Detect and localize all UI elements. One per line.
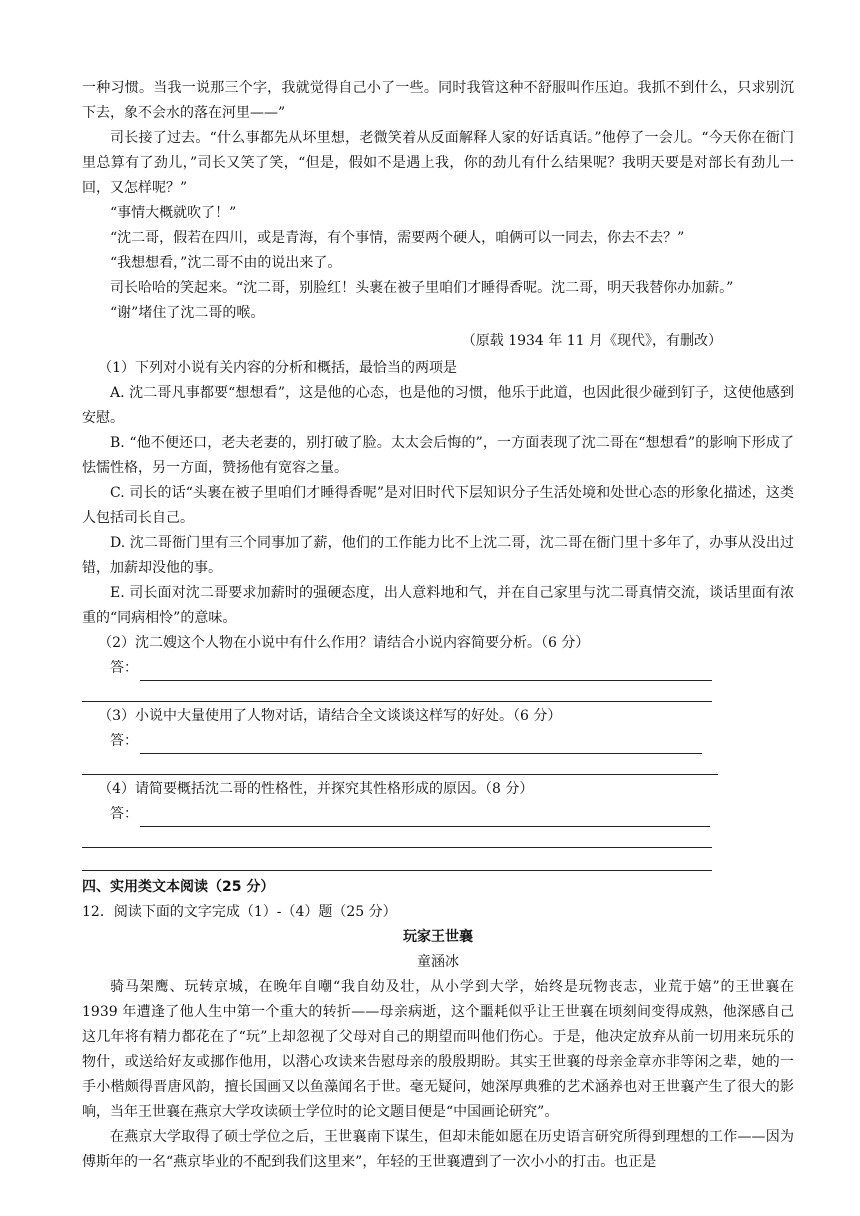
question-2-stem: （2）沈二嫂这个人物在小说中有什么作用？请结合小说内容简要分析。（6 分）: [98, 635, 590, 651]
story-paragraph: 一种习惯。当我一说那三个字，我就觉得自己小了一些。同时我管这种不舒服叫作压迫。我抓不到什么，只求别沉下去，象不会水的落在河里——”: [82, 80, 794, 121]
question-1-option-b: B. “他不便还口，老夫老妻的，别打破了脸。太太会后悔的”，一方面表现了沈二哥在“想想看”的影响下形成了怯懦性格，另一方面，赞扬他有宽容之量。: [82, 435, 794, 476]
question-1-option-c: C. 司长的话“头裹在被子里咱们才睡得香呢”是对旧时代下层知识分子生活处境和处世心态的形象化描述，这类人包括司长自己。: [82, 485, 794, 526]
answer-label: 答：: [110, 733, 138, 749]
story-paragraph: 司长哈哈的笑起来。“沈二哥，别脸红！头裹在被子里咱们才睡得香呢。沈二哥，明天我替你办加薪。”: [110, 280, 734, 296]
answer-line[interactable]: [82, 827, 712, 848]
article-title: 玩家王世襄: [403, 929, 473, 945]
answer-line[interactable]: [82, 681, 712, 702]
article-author: 童涵冰: [417, 954, 459, 970]
question-1-option-a: A. 沈二哥凡事都要“想想看”，这是他的心态，也是他的习惯，他乐于此道，也因此很少碰到钉子，这使他感到安慰。: [82, 385, 794, 426]
section-4-title: 四、实用类文本阅读（25 分）: [82, 879, 275, 895]
story-paragraph: “我想想看，”沈二哥不由的说出来了。: [110, 255, 342, 271]
question-4-answer-row: [82, 803, 794, 827]
question-1-stem: （1）下列对小说有关内容的分析和概括，最恰当的两项是: [98, 360, 457, 376]
question-1-option-d: D. 沈二哥衙门里有三个同事加了薪，他们的工作能力比不上沈二哥，沈二哥在衙门里十多年了，办事从没出过错，加薪却没他的事。: [82, 535, 794, 576]
answer-label: 答：: [110, 660, 138, 676]
answer-line[interactable]: [140, 812, 710, 827]
question-12-stem: 12．阅读下面的文字完成（1）-（4）题（25 分）: [82, 904, 397, 920]
question-1-option-e: E. 司长面对沈二哥要求加薪时的强硬态度，出人意料地和气，并在自己家里与沈二哥真情交流，谈话里面有浓重的“同病相怜”的意味。: [82, 585, 794, 626]
exam-page: [82, 76, 794, 1175]
story-paragraph: “沈二哥，假若在四川，或是青海，有个事情，需要两个硬人，咱俩可以一同去，你去不去？”: [110, 230, 685, 246]
question-3-answer-row: [82, 730, 794, 754]
article-paragraph: 在燕京大学取得了硕士学位之后，王世襄南下谋生，但却未能如愿在历史语言研究所得到理想的工作——因为傅斯年的一名“燕京毕业的不配到我们这里来”，年轻的王世襄遭到了一次小小的打击。也正是: [82, 1129, 794, 1170]
answer-line[interactable]: [82, 850, 712, 871]
question-3-stem: （3）小说中大量使用了人物对话，请结合全文谈谈这样写的好处。（6 分）: [98, 708, 562, 724]
story-paragraph: 司长接了过去。“什么事都先从坏里想，老微笑着从反面解释人家的好话真话。”他停了一会儿。“今天你在衙门里总算有了劲儿，”司长又笑了笑，“但是，假如不是遇上我，你的劲儿有什么结果呢？我明天要是对部长有劲儿一回，又怎样呢？”: [82, 130, 794, 196]
answer-line[interactable]: [82, 754, 718, 775]
story-paragraph: “事情大概就吹了！”: [110, 205, 237, 221]
answer-line[interactable]: [140, 739, 702, 754]
question-2-answer-row: [82, 657, 794, 681]
answer-label: 答：: [110, 806, 138, 822]
story-paragraph: “谢”堵住了沈二哥的喉。: [110, 305, 265, 321]
answer-line[interactable]: [140, 666, 712, 681]
question-4-stem: （4）请简要概括沈二哥的性格性，并探究其性格形成的原因。（8 分）: [98, 781, 534, 797]
story-source: （原载 1934 年 11 月《现代》，有删改）: [461, 333, 722, 349]
article-paragraph: 骑马架鹰、玩转京城，在晚年自嘲“我自幼及壮，从小学到大学，始终是玩物丧志，业荒于嬉”的王世襄在 1939 年遭逢了他人生中第一个重大的转折——母亲病逝，这个噩耗似乎让王世襄在顷刻间变得成熟，他深感自己这几年将有精力都花在了“玩”上却忽视了父母对自己的期望而叫他们伤心。于是，他决定放弃从前一切用来玩乐的物什，或送给好友或挪作他用，以潜心攻读来告慰母亲的殷殷期盼。其实王世襄的母亲金章亦非等闲之辈，她的一手小楷颇得晋唐风韵，擅长国画又以鱼藻闻名于世。毫无疑问，她深厚典雅的艺术涵养也对王世襄产生了很大的影响，当年王世襄在燕京大学攻读硕士学位时的论文题目便是“中国画论研究”。: [82, 979, 794, 1120]
